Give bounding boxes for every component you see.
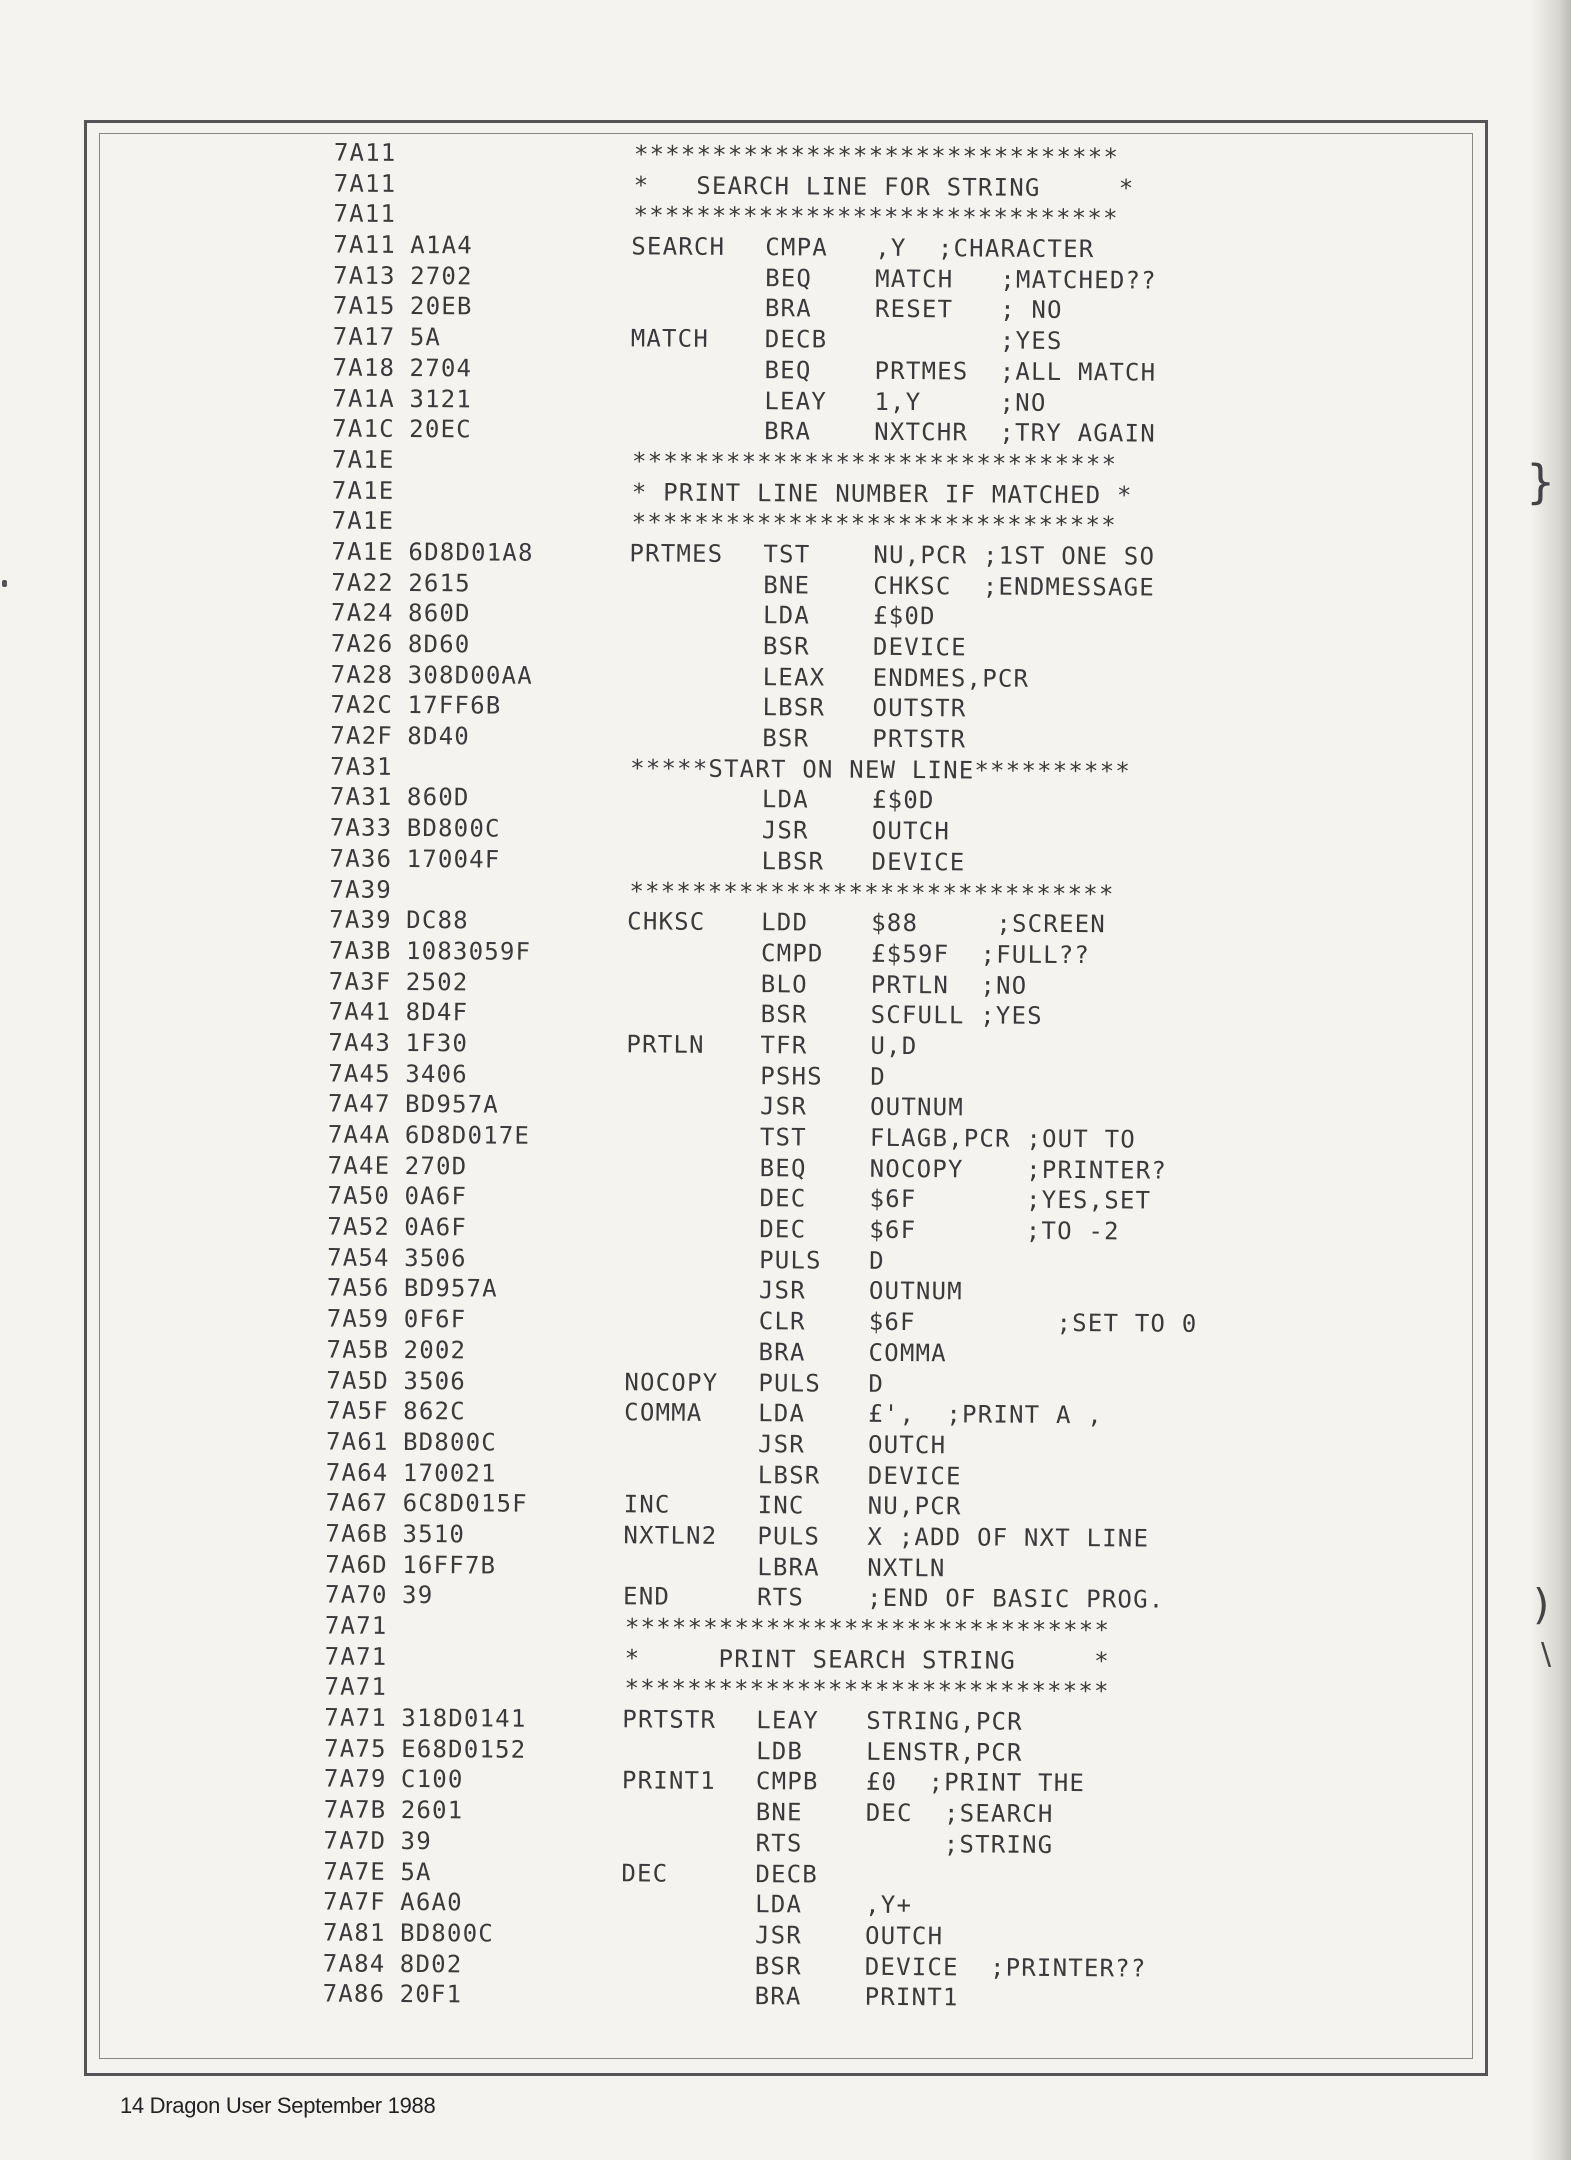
address: 7A70 <box>325 1580 388 1610</box>
address: 7A11 <box>333 138 397 167</box>
address: 7A11 <box>333 199 397 229</box>
address: 7A1E <box>331 476 395 505</box>
page-edge-shadow <box>1531 0 1571 2160</box>
address: 7A36 <box>329 844 393 873</box>
machine-code: 39 <box>402 1581 434 1610</box>
machine-code: 5A <box>409 323 442 352</box>
comment-banner: *****START ON NEW LINE********** <box>630 754 1132 786</box>
listing-frame <box>84 120 1488 2076</box>
address: 7A7B <box>323 1795 387 1824</box>
operand: ;END OF BASIC PROG. <box>866 1584 1165 1614</box>
address: 7A1E <box>331 537 395 566</box>
address: 7A41 <box>328 997 392 1027</box>
machine-code: 860D <box>408 599 471 628</box>
address: 7A75 <box>324 1734 387 1763</box>
mnemonic: LEAY <box>764 386 828 416</box>
label: END <box>623 1582 671 1611</box>
machine-code: 16FF7B <box>402 1550 497 1580</box>
address: 7A7E <box>323 1856 387 1886</box>
comment-banner: * SEARCH LINE FOR STRING * <box>633 171 1135 203</box>
machine-code: 270D <box>404 1151 468 1181</box>
machine-code: 2702 <box>410 261 473 291</box>
operand: OUTCH <box>871 816 951 846</box>
mnemonic: BEQ <box>764 355 812 385</box>
address: 7A71 <box>324 1611 388 1640</box>
machine-code: BD800C <box>402 1427 498 1457</box>
machine-code: 2615 <box>408 568 471 597</box>
machine-code: 3406 <box>405 1059 468 1088</box>
address: 7A1C <box>332 414 395 444</box>
operand: OUTCH <box>864 1921 944 1951</box>
address: 7A54 <box>327 1243 390 1272</box>
machine-code: 8D02 <box>399 1949 463 1978</box>
mnemonic: CMPB <box>755 1767 819 1796</box>
machine-code: 862C <box>403 1397 466 1426</box>
comment-banner: ******************************* <box>633 201 1119 233</box>
machine-code: A6A0 <box>400 1888 463 1917</box>
machine-code: 6D8D017E <box>404 1120 531 1150</box>
label: MATCH <box>630 324 710 353</box>
operand: NXTCHR ;TRY AGAIN <box>874 418 1156 448</box>
mnemonic: DEC <box>759 1215 807 1244</box>
operand: CHKSC ;ENDMESSAGE <box>873 571 1156 602</box>
operand: PRTLN ;NO <box>870 970 1028 1000</box>
mnemonic: LBSR <box>761 846 825 876</box>
mnemonic: LEAX <box>762 662 826 692</box>
operand: D <box>870 1062 887 1091</box>
comment-banner: ******************************* <box>631 447 1118 479</box>
address: 7A3F <box>328 967 392 996</box>
machine-code: 318D0141 <box>401 1704 527 1733</box>
mnemonic: CMPA <box>765 233 829 262</box>
machine-code: 2704 <box>409 353 473 383</box>
mnemonic: BRA <box>754 1982 802 2011</box>
address: 7A52 <box>327 1212 391 1241</box>
mnemonic: LEAY <box>756 1706 820 1735</box>
machine-code: 2002 <box>403 1335 467 1365</box>
address: 7A17 <box>332 322 396 352</box>
mnemonic: RTS <box>755 1828 803 1858</box>
label: COMMA <box>624 1398 703 1427</box>
mnemonic: BSR <box>762 632 810 661</box>
address: 7A7D <box>323 1826 387 1855</box>
mnemonic: JSR <box>759 1092 808 1121</box>
machine-code: 39 <box>400 1826 432 1855</box>
mnemonic: PSHS <box>760 1061 823 1091</box>
mnemonic: LBSR <box>762 693 826 722</box>
address: 7A18 <box>332 353 396 382</box>
operand: PRTMES ;ALL MATCH <box>874 356 1157 387</box>
assembly-listing <box>76 136 1485 2016</box>
machine-code: 308D00AA <box>407 660 534 690</box>
address: 7A2C <box>330 690 394 720</box>
mnemonic: BRA <box>758 1337 806 1367</box>
operand: RESET ; NO <box>874 295 1063 325</box>
address: 7A1E <box>331 445 395 474</box>
address: 7A71 <box>324 1642 388 1671</box>
operand: OUTCH <box>867 1430 947 1460</box>
operand: D <box>868 1369 885 1398</box>
address: 7A2F <box>330 721 394 750</box>
address: 7A6B <box>325 1519 389 1548</box>
operand: ;YES <box>874 325 1063 356</box>
operand: £', ;PRINT A , <box>868 1399 1104 1430</box>
mnemonic: BEQ <box>759 1153 807 1183</box>
mnemonic: JSR <box>758 1276 806 1305</box>
machine-code: 20EC <box>409 415 472 444</box>
machine-code: 0A6F <box>404 1182 468 1211</box>
machine-code: A1A4 <box>410 231 474 260</box>
address: 7A26 <box>330 629 394 658</box>
machine-code: 20F1 <box>399 1980 463 2009</box>
margin-bracket-mark: } <box>1526 455 1556 509</box>
comment-banner: * PRINT LINE NUMBER IF MATCHED * <box>631 477 1133 509</box>
address: 7A31 <box>330 752 393 781</box>
operand: X ;ADD OF NXT LINE <box>867 1522 1150 1553</box>
operand: 1,Y ;NO <box>874 387 1047 417</box>
mnemonic: DECB <box>755 1859 819 1888</box>
machine-code: C100 <box>400 1765 464 1794</box>
comment-banner: ******************************* <box>631 508 1117 540</box>
address: 7A11 <box>333 230 397 259</box>
machine-code: 8D60 <box>407 629 471 659</box>
operand: FLAGB,PCR ;OUT TO <box>869 1123 1137 1154</box>
operand: OUTNUM <box>868 1277 963 1306</box>
operand: NU,PCR <box>867 1492 962 1521</box>
mnemonic: CMPD <box>760 939 824 968</box>
machine-code: 170021 <box>402 1458 497 1488</box>
address: 7A28 <box>330 660 394 689</box>
label: PRTSTR <box>622 1705 717 1734</box>
label: CHKSC <box>627 907 706 936</box>
mnemonic: BRA <box>764 294 812 323</box>
address: 7A50 <box>327 1181 391 1211</box>
mnemonic: BSR <box>754 1951 802 1980</box>
machine-code: 860D <box>406 783 470 812</box>
comment-banner: ******************************* <box>633 140 1120 172</box>
address: 7A39 <box>329 874 393 904</box>
address: 7A45 <box>328 1059 391 1088</box>
machine-code: 0F6F <box>403 1305 467 1334</box>
machine-code: 0A6F <box>404 1213 468 1242</box>
operand: DEVICE <box>872 632 967 662</box>
label: SEARCH <box>631 232 726 261</box>
address: 7A61 <box>325 1427 389 1456</box>
label: PRINT1 <box>621 1766 716 1796</box>
mnemonic: PULS <box>757 1522 821 1551</box>
operand: NXTLN <box>867 1553 946 1582</box>
address: 7A15 <box>332 291 396 321</box>
address: 7A47 <box>328 1089 391 1119</box>
mnemonic: TST <box>763 540 811 569</box>
address: 7A86 <box>322 1979 386 2009</box>
mnemonic: LBSR <box>757 1460 821 1490</box>
address: 7A71 <box>324 1703 388 1732</box>
mnemonic: PULS <box>758 1368 822 1398</box>
address: 7A71 <box>324 1672 388 1702</box>
label: DEC <box>621 1858 669 1888</box>
operand: ,Y+ <box>865 1890 913 1920</box>
machine-code: BD800C <box>406 814 501 843</box>
page-footer: 14 Dragon User September 1988 <box>120 2093 436 2118</box>
address: 7A67 <box>325 1488 389 1518</box>
mnemonic: BRA <box>764 417 812 446</box>
operand: DEC ;SEARCH <box>865 1798 1054 1829</box>
operand: LENSTR,PCR <box>866 1737 1023 1767</box>
machine-code: E68D0152 <box>401 1734 527 1764</box>
machine-code: 1083059F <box>405 936 532 966</box>
machine-code: 6D8D01A8 <box>408 537 534 567</box>
operand: £$0D <box>872 602 936 631</box>
comment-banner: ******************************* <box>624 1613 1111 1645</box>
label: NOCOPY <box>624 1367 719 1397</box>
operand: £$0D <box>871 786 935 815</box>
address: 7A7F <box>323 1887 386 1917</box>
mnemonic: BLO <box>760 969 808 998</box>
address: 7A81 <box>322 1918 386 1947</box>
mnemonic: LDA <box>758 1399 806 1428</box>
machine-code: 2502 <box>405 967 469 996</box>
mnemonic: BSR <box>760 1000 808 1029</box>
address: 7A33 <box>329 813 393 843</box>
address: 7A11 <box>333 169 397 198</box>
label: INC <box>623 1490 671 1519</box>
mnemonic: LBRA <box>757 1552 820 1582</box>
machine-code: 3510 <box>402 1519 466 1549</box>
mnemonic: JSR <box>757 1429 806 1459</box>
operand: DEVICE <box>867 1461 962 1490</box>
operand: MATCH ;MATCHED?? <box>875 264 1157 295</box>
operand: STRING,PCR <box>866 1706 1023 1736</box>
operand: NOCOPY ;PRINTER? <box>869 1154 1168 1185</box>
machine-code: BD800C <box>399 1918 495 1948</box>
mnemonic: BSR <box>762 724 810 753</box>
mnemonic: LDD <box>761 908 809 937</box>
mnemonic: DEC <box>759 1184 807 1213</box>
operand: $6F ;YES,SET <box>869 1185 1152 1215</box>
address: 7A24 <box>331 598 394 628</box>
mnemonic: LDA <box>755 1890 803 1919</box>
address: 7A5F <box>326 1396 389 1426</box>
operand: U,D <box>870 1031 918 1061</box>
address: 7A3B <box>328 936 392 965</box>
machine-code: 17FF6B <box>407 691 502 720</box>
machine-code: BD957A <box>403 1274 498 1303</box>
label: PRTLN <box>626 1030 705 1059</box>
machine-code: 2601 <box>400 1796 464 1825</box>
mnemonic: BEQ <box>765 263 813 293</box>
operand: COMMA <box>868 1338 947 1368</box>
address: 7A22 <box>331 568 394 597</box>
address: 7A79 <box>323 1764 387 1794</box>
machine-code: 6C8D015F <box>402 1489 528 1518</box>
mnemonic: PULS <box>759 1245 822 1275</box>
address: 7A5D <box>326 1365 390 1395</box>
mnemonic: CLR <box>758 1307 806 1336</box>
operand: DEVICE <box>871 847 966 877</box>
operand: $6F ;TO -2 <box>869 1215 1120 1246</box>
operand: ENDMES,PCR <box>872 663 1030 693</box>
address: 7A39 <box>329 905 392 935</box>
label: NXTLN2 <box>623 1521 718 1550</box>
machine-code: 3121 <box>409 384 473 413</box>
operand: DEVICE ;PRINTER?? <box>864 1952 1147 1983</box>
margin-mark <box>2 580 7 587</box>
mnemonic: TFR <box>760 1031 808 1060</box>
comment-banner: * PRINT SEARCH STRING * <box>624 1644 1110 1675</box>
comment-banner: ******************************* <box>624 1674 1110 1706</box>
operand: ,Y ;CHARACTER <box>875 233 1095 264</box>
machine-code: 8D4F <box>405 998 469 1027</box>
operand: SCFULL ;YES <box>870 1001 1043 1031</box>
mnemonic: JSR <box>761 816 809 845</box>
address: 7A84 <box>322 1949 386 1978</box>
mnemonic: BNE <box>763 570 811 600</box>
operand: D <box>869 1246 885 1275</box>
operand: £$59F ;FULL?? <box>870 939 1091 970</box>
address: 7A31 <box>329 782 393 812</box>
address: 7A56 <box>326 1273 390 1303</box>
address: 7A6D <box>325 1550 388 1579</box>
mnemonic: LDA <box>762 601 811 630</box>
address: 7A4E <box>327 1151 391 1180</box>
machine-code: 1F30 <box>405 1028 469 1058</box>
address: 7A4A <box>327 1120 391 1149</box>
operand: $6F ;SET TO 0 <box>868 1307 1198 1338</box>
address: 7A5B <box>326 1335 390 1364</box>
label: PRTMES <box>629 539 724 568</box>
operand: OUTNUM <box>869 1093 965 1122</box>
machine-code: BD957A <box>405 1090 500 1119</box>
mnemonic: JSR <box>754 1920 803 1950</box>
address: 7A59 <box>326 1304 390 1333</box>
operand: NU,PCR ;1ST ONE SO <box>873 540 1156 571</box>
address: 7A1A <box>332 384 396 413</box>
address: 7A64 <box>325 1458 389 1487</box>
operand: OUTSTR <box>872 694 967 723</box>
address: 7A1E <box>331 506 395 536</box>
operand: $88 ;SCREEN <box>871 908 1107 939</box>
machine-code: 20EB <box>409 292 473 321</box>
machine-code: 3506 <box>404 1243 467 1273</box>
operand: PRTSTR <box>872 724 967 754</box>
address: 7A13 <box>333 261 396 290</box>
mnemonic: BNE <box>755 1798 803 1827</box>
mnemonic: LDA <box>761 785 809 814</box>
operand: ;STRING <box>865 1829 1054 1859</box>
machine-code: 5A <box>400 1857 432 1886</box>
address: 7A43 <box>328 1028 392 1057</box>
machine-code: 3506 <box>403 1366 467 1395</box>
margin-pencil-mark: ) <box>1533 1580 1550 1629</box>
mnemonic: TST <box>759 1123 807 1152</box>
margin-pencil-mark: \ <box>1541 1637 1552 1672</box>
machine-code: DC88 <box>406 906 469 935</box>
machine-code: 8D40 <box>407 722 471 751</box>
operand: £0 ;PRINT THE <box>865 1768 1086 1798</box>
operand: PRINT1 <box>864 1983 959 2012</box>
comment-banner: ******************************* <box>629 876 1115 908</box>
mnemonic: RTS <box>756 1583 805 1612</box>
mnemonic: DECB <box>764 325 828 354</box>
mnemonic: INC <box>757 1491 805 1520</box>
mnemonic: LDB <box>756 1736 804 1766</box>
machine-code: 17004F <box>406 844 501 874</box>
